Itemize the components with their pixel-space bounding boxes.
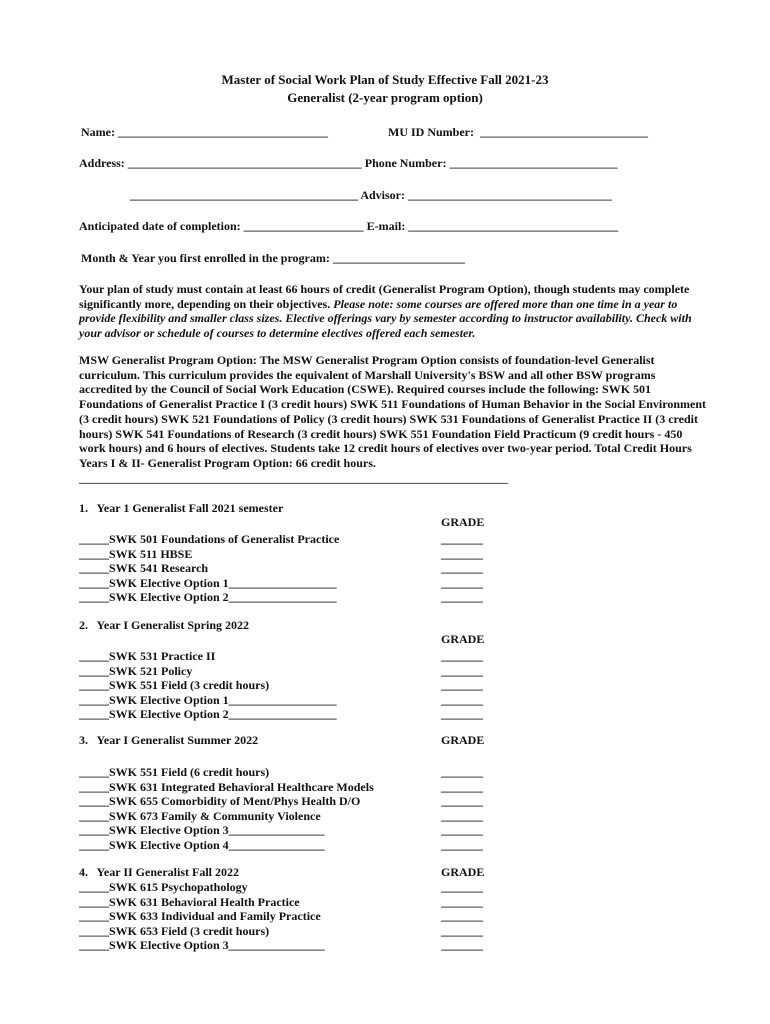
grade-header: GRADE bbox=[441, 632, 485, 646]
grade-header: GRADE bbox=[441, 733, 485, 747]
document-subtitle: Generalist (2-year program option) bbox=[287, 90, 483, 105]
address-phone-field[interactable]: Address: _______________________________________ Phone Number: ____________________________ bbox=[79, 156, 618, 170]
course-row[interactable]: _____SWK 615 Psychopathology bbox=[79, 880, 248, 894]
grade-blank[interactable]: _______ bbox=[441, 808, 483, 823]
grade-blank[interactable]: _______ bbox=[441, 590, 483, 605]
course-row[interactable]: _____SWK Elective Option 2__________________ bbox=[79, 707, 337, 722]
course-row[interactable]: _____SWK Elective Option 3________________ bbox=[79, 823, 325, 838]
grade-blank[interactable]: _______ bbox=[441, 794, 483, 809]
grade-blank[interactable]: _______ bbox=[441, 678, 483, 693]
grade-blank[interactable]: _______ bbox=[441, 561, 483, 576]
course-row[interactable]: _____SWK 631 Integrated Behavioral Healthcare Models bbox=[79, 779, 374, 794]
course-row[interactable]: _____SWK Elective Option 1__________________ bbox=[79, 692, 337, 707]
course-row[interactable]: _____SWK 551 Field (6 credit hours) bbox=[79, 765, 270, 779]
grade-blank[interactable]: _______ bbox=[441, 880, 483, 894]
address2-advisor-field[interactable]: ______________________________________ Advisor: __________________________________ bbox=[130, 188, 613, 202]
grade-blank[interactable]: _______ bbox=[441, 909, 483, 924]
section-heading: 3. Year I Generalist Summer 2022 bbox=[79, 733, 259, 747]
grade-blank[interactable]: _______ bbox=[441, 838, 483, 852]
course-row[interactable]: _____SWK 673 Family & Community Violence bbox=[79, 808, 321, 823]
program-paragraph: MSW Generalist Program Option: The MSW Generalist Program Option consists of foundation-level Generalist curriculum. This curriculum provides the equivalent of Marshall University's BSW and all other BSW programs accredited by the Council of Social Work Education (CSWE). Required courses include the following: SWK 501 Foundations of Generalist Practice I (3 credit hours) SWK 511 Foundations of Human Behavior in the Social Environment (3 credit hours) SWK 521 Foundations of Policy (3 credit hours) SWK 531 Foundations of Generalist Practice II (3 credit hours) SWK 541 Foundations of Research (3 credit hours) SWK 551 Foundation Field Practicum (9 credit hours - 450 work hours) and 6 hours of electives. Students take 12 credit hours of electives over two-year period. Total Credit Hours Years I & II- Generalist Program Option: 66 credit hours. bbox=[79, 353, 707, 470]
section-heading: 4. Year II Generalist Fall 2022 bbox=[79, 865, 239, 879]
section-heading: 2. Year I Generalist Spring 2022 bbox=[79, 618, 249, 632]
grade-blank[interactable]: _______ bbox=[441, 823, 483, 838]
course-row[interactable]: _____SWK 655 Comorbidity of Ment/Phys Health D/O bbox=[79, 794, 361, 809]
enrolled-field[interactable]: Month & Year you first enrolled in the program: ______________________ bbox=[81, 251, 465, 265]
program-rule: ______________________________________________________________________________ bbox=[79, 473, 508, 485]
intro-text: Your plan of study must contain at least 66 hours of credit (Generalist Program Option), though students may complete significantly more, depending on their objectives. bbox=[79, 282, 690, 311]
course-row[interactable]: _____SWK Elective Option 3________________ bbox=[79, 938, 325, 953]
grade-blank[interactable]: _______ bbox=[441, 663, 483, 678]
name-field[interactable]: Name: ___________________________________ bbox=[81, 125, 328, 139]
grade-blank[interactable]: _______ bbox=[441, 765, 483, 779]
grade-header: GRADE bbox=[441, 865, 485, 879]
grade-blank[interactable]: _______ bbox=[441, 923, 483, 938]
mu-id-field[interactable]: MU ID Number: ____________________________ bbox=[388, 125, 648, 139]
intro-note: Please note: some courses are offered more than one time in a year to provide flexibility and smaller class sizes. Elective offerings vary by semester according to instructor availability. Check with your advisor or schedule of courses to determine electives offered each semester. bbox=[79, 296, 692, 341]
grade-blank[interactable]: _______ bbox=[441, 649, 483, 663]
course-row[interactable]: _____SWK 511 HBSE bbox=[79, 546, 193, 561]
grade-blank[interactable]: _______ bbox=[441, 692, 483, 707]
course-row[interactable]: _____SWK 541 Research bbox=[79, 561, 209, 576]
course-row[interactable]: _____SWK 653 Field (3 credit hours) bbox=[79, 923, 270, 938]
grade-blank[interactable]: _______ bbox=[441, 894, 483, 909]
course-row[interactable]: _____SWK Elective Option 1__________________ bbox=[79, 575, 337, 590]
grade-blank[interactable]: _______ bbox=[441, 575, 483, 590]
grade-blank[interactable]: _______ bbox=[441, 546, 483, 561]
completion-email-field[interactable]: Anticipated date of completion: ____________________ E-mail: ___________________________________ bbox=[79, 219, 619, 233]
course-row[interactable]: _____SWK Elective Option 4________________ bbox=[79, 838, 325, 852]
grade-header: GRADE bbox=[441, 515, 485, 529]
grade-blank[interactable]: _______ bbox=[441, 532, 483, 546]
course-row[interactable]: _____SWK 551 Field (3 credit hours) bbox=[79, 678, 270, 693]
course-row[interactable]: _____SWK 631 Behavioral Health Practice bbox=[79, 894, 300, 909]
course-row[interactable]: _____SWK Elective Option 2__________________ bbox=[79, 590, 337, 605]
intro-paragraph bbox=[79, 282, 709, 341]
course-row[interactable]: _____SWK 531 Practice II bbox=[79, 649, 216, 663]
course-row[interactable]: _____SWK 501 Foundations of Generalist Practice bbox=[79, 532, 340, 546]
document-title: Master of Social Work Plan of Study Effective Fall 2021-23 bbox=[221, 72, 549, 87]
grade-blank[interactable]: _______ bbox=[441, 938, 483, 953]
grade-blank[interactable]: _______ bbox=[441, 779, 483, 794]
course-row[interactable]: _____SWK 633 Individual and Family Practice bbox=[79, 909, 321, 924]
section-heading: 1. Year 1 Generalist Fall 2021 semester bbox=[79, 501, 284, 515]
course-row[interactable]: _____SWK 521 Policy bbox=[79, 663, 193, 678]
grade-blank[interactable]: _______ bbox=[441, 707, 483, 722]
